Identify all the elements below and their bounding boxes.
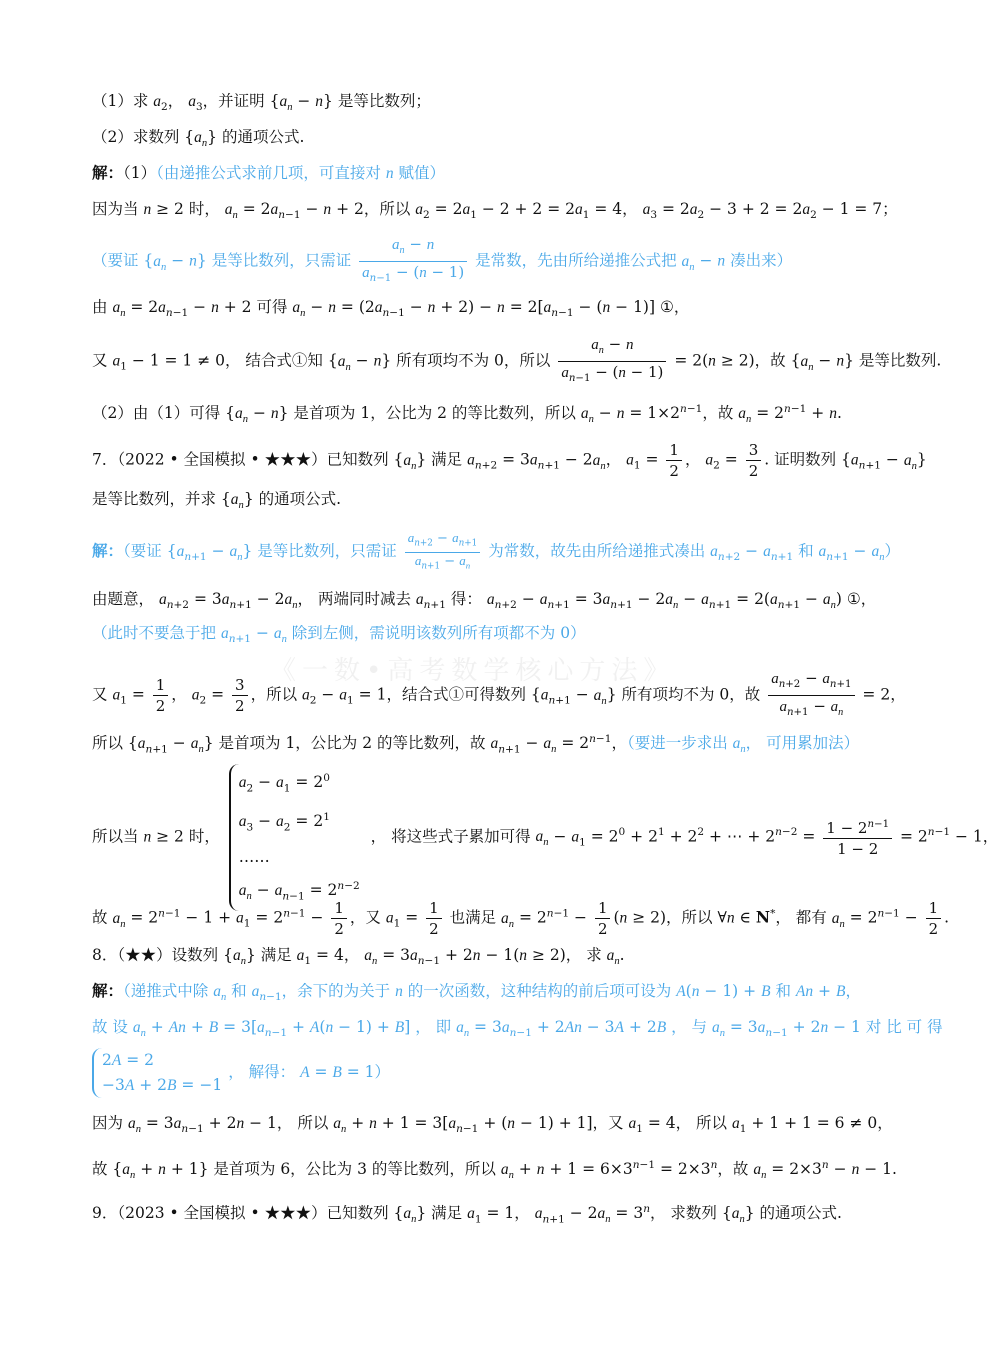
solution-7-step-2: 又 $a_1$ = $\frac{1}{2}$ ， $a_2$ = $\frac{3}{2}$ ，所以 $a_2 - a_1 = 1$，结合式①可得数列 $\{a_{n+1} - a_n\}$ 所有项均不为 0，故 $\frac{a_{n+2} - a_{n+1}}{a_{n+1} - a_n}$ = 2，	[92, 669, 906, 718]
solution-step-3: 又 $a_1 - 1 = 1 \ne 0$， 结合式①知 $\{a_n - n\}$ 所有项均不为 0，所以 $\frac{a_n - n}{a_{n-1} - (n - 1)}$ = 2(n ≥ 2)，故 $\{a_n - n\}$ 是等比数列.	[92, 335, 942, 384]
solution-7-hint-2: （此时不要急于把 $a_{n+1} - a_n$ 除到左侧，需说明该数列所有项都不为 0）	[92, 624, 586, 646]
problem-9: 9．（2023 • 全国模拟 • ★★★）已知数列 $\{a_n\}$ 满足 $a_1 = 1$， $a_{n+1} - 2a_n = 3^n$， 求数列 $\{a_n\}$ 的通项公式.	[92, 1203, 842, 1226]
solution-8-hint: 解：（递推式中除 $a_n$ 和 $a_{n-1}$，余下的为关于 n 的一次函数，这种结构的前后项可设为 A(n − 1) + B 和 An + B，	[92, 981, 861, 1004]
sub-question-2: （2）求数列 $\{a_n\}$ 的通项公式.	[92, 128, 305, 150]
solution-7-label: 解：	[92, 541, 124, 561]
problem-8: 8．（★★）设数列 $\{a_n\}$ 满足 $a_1 = 4$， $a_n = 3a_{n-1} + 2n - 1(n \ge 2)$， 求 $a_n$.	[92, 946, 625, 968]
problem-9-stars: ★★★	[264, 1204, 312, 1223]
problem-7-cont: 是等比数列，并求 $\{a_n\}$ 的通项公式.	[92, 490, 342, 512]
sub-question-1: （1）求 $a_2$， $a_3$，并证明 $\{a_n - n\}$ 是等比数列；	[92, 92, 431, 114]
problem-7-stars: ★★★	[264, 450, 312, 469]
hint-1: （要证 $\{a_n - n\}$ 是等比数列，只需证 $\frac{a_n - n}{a_{n-1} - (n - 1)}$ 是常数，先由所给递推公式把 $a_n - n$ 凑出来）	[92, 235, 793, 284]
solution-7-step-3: 所以 $\{a_{n+1} - a_n\}$ 是首项为 1，公比为 2 的等比数列，故 $a_{n+1} - a_n = 2^{n-1}$，（要进一步求出 $a_n$， 可用累加法）	[92, 733, 860, 756]
solution-part-2: （2）由（1）可得 $\{a_n - n\}$ 是首项为 1，公比为 2 的等比数列，所以 $a_n - n = 1\times 2^{n-1}$，故 $a_n = 2^{n-1} + n$.	[92, 403, 842, 426]
problem-8-stars: ★★	[125, 946, 157, 964]
solution-8-hint-3: 2A = 2 −3A + 2B = −1 ， 解得： A = B = 1）	[92, 1048, 890, 1098]
solution-step-1: 因为当 n ≥ 2 时， $a_n = 2a_{n-1} - n + 2$，所以 $a_2 = 2a_1 - 2 + 2 = 2a_1 = 4$， $a_3 = 2a_2 - 3 + 2 = 2a_2 - 1 = 7$；	[92, 200, 898, 222]
coefficient-system: 2A = 2 −3A + 2B = −1	[92, 1048, 222, 1098]
problem-9-source: 9．（2023 • 全国模拟 •	[92, 1204, 265, 1223]
problem-7-source: 7．（2022 • 全国模拟 •	[92, 450, 265, 469]
solution-7-step-1: 由题意， $a_{n+2} = 3a_{n+1} - 2a_n$， 两端同时减去 $a_{n+1}$ 得： $a_{n+2} - a_{n+1} = 3a_{n+1} - 2a_n - a_{n+1} = 2(a_{n+1} - a_n)$ ①，	[92, 590, 877, 612]
solution-7-conclusion: 故 $a_n = 2^{n-1} - 1 + a_1 = 2^{n-1}$ − $\frac{1}{2}$ ，又 $a_1$ = $\frac{1}{2}$ 也满足 $a_n = 2^{n-1}$ − $\frac{1}{2}$ (n ≥ 2)，所以 ∀n ∈ N*， 都有 $a_n = 2^{n-1}$ − $\frac{1}{2}$ .	[92, 899, 950, 938]
watermark: 《一数•高考数学核心方法》	[270, 656, 676, 686]
solution-step-2: 由 $a_n = 2a_{n-1} - n + 2$ 可得 $a_n - n = (2a_{n-1} - n + 2) - n = 2[a_{n-1} - (n - 1)]$ ①，	[92, 298, 690, 320]
solution-8-step-1: 因为 $a_n = 3a_{n-1} + 2n - 1$， 所以 $a_n + n + 1 = 3[a_{n-1} + (n - 1) + 1]$，又 $a_1 = 4$， 所以 $a_1 + 1 + 1 = 6 \ne 0$，	[92, 1114, 893, 1136]
cumulative-sum-system: $a_2 - a_1 = 2^0$ $a_3 - a_2 = 2^1$ …… $a_n - a_{n-1} = 2^{n-2}$	[229, 764, 360, 911]
problem-8-source: 8．（	[92, 946, 126, 964]
solution-label: 解：	[92, 163, 124, 182]
solution-7-hint: 解：（要证 $\{a_{n+1} - a_n\}$ 是等比数列，只需证 $\frac{a_{n+2} - a_{n+1}}{a_{n+1} - a_n}$ 为常数，故先由所给递推式凑出 $a_{n+2} - a_{n+1}$ 和 $a_{n+1} - a_n$）	[92, 530, 900, 572]
problem-7: 7．（2022 • 全国模拟 • ★★★）已知数列 $\{a_n\}$ 满足 $a_{n+2} = 3a_{n+1} - 2a_n$， $a_1$ = $\frac{1}{2}$ ， $a_2$ = $\frac{3}{2}$ . 证明数列 $\{a_{n+1} - a_n\}$	[92, 441, 927, 480]
solution-8-hint-2: 故 设 $a_n + An + B = 3[a_{n-1} + A(n - 1) + B]$ ， 即 $a_n = 3a_{n-1} + 2An - 3A + 2B$ ， 与 $a_n = 3a_{n-1} + 2n - 1$ 对 比 可 得	[92, 1018, 943, 1040]
solution-8-conclusion: 故 $\{a_n + n + 1\}$ 是首项为 6，公比为 3 的等比数列，所以 $a_n + n + 1 = 6\times 3^{n-1} = 2\times 3^n$，故 $a_n = 2\times 3^n - n - 1$.	[92, 1159, 897, 1182]
solution-start: 解：（1）（由递推公式求前几项，可直接对 n 赋值）	[92, 163, 446, 182]
solution-7-step-4: 所以当 n ≥ 2 时， $a_2 - a_1 = 2^0$ $a_3 - a_2 = 2^1$ …… $a_n - a_{n-1} = 2^{n-2}$ ， 将这些式子累加可得 $a_n - a_1 = 2^0 + 2^1 + 2^2$ + ⋯ + $2^{n-2}$ = $\frac{1 - 2^{n-1}}{1 - 2}$ = $2^{n-1} - 1$，	[92, 764, 890, 911]
solution-8-label: 解：	[92, 981, 124, 1000]
